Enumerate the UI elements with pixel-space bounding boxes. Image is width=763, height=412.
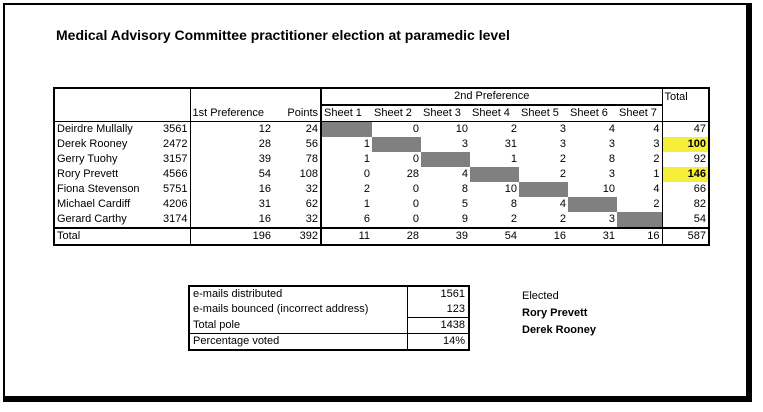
- first-preference-cell: 39: [190, 152, 273, 167]
- candidate-total: 100: [662, 137, 709, 152]
- candidate-total: 92: [662, 152, 709, 167]
- points-cell: 32: [305, 213, 318, 225]
- first-preference-cell: 28: [190, 137, 273, 152]
- candidate-name: Fiona Stevenson: [57, 183, 140, 195]
- stats-label: e-mails bounced (incorrect address): [193, 303, 369, 316]
- first-preference-cell: 12: [190, 122, 273, 138]
- sheet-cell: 4: [653, 123, 660, 135]
- sheet-cell: 0: [412, 213, 419, 225]
- stats-label: Percentage voted: [189, 334, 407, 351]
- sheet-cell: 0: [412, 123, 419, 135]
- sheet-header: Sheet 7: [617, 105, 662, 122]
- points-cell: 56: [305, 138, 318, 150]
- total-cell: 196: [190, 228, 273, 245]
- candidate-id: 3174: [163, 213, 188, 225]
- self-preference-cell: [470, 167, 519, 182]
- candidate-name: Derek Rooney: [57, 138, 128, 150]
- sheet-cell: 3: [608, 138, 615, 150]
- sheet-cell: 3: [559, 138, 566, 150]
- sheet-header: Sheet 4: [470, 105, 519, 122]
- stats-value: 1561: [407, 286, 469, 302]
- total-cell: 587: [662, 228, 709, 245]
- sheet-cell: 8: [461, 183, 468, 195]
- candidate-id: 3561: [163, 123, 188, 135]
- stats-label: Total pole: [193, 318, 241, 331]
- candidate-id: 4206: [163, 198, 188, 210]
- total-cell: 16: [519, 228, 568, 245]
- candidate-name: Michael Cardiff: [57, 198, 131, 210]
- sheet-cell: 2: [559, 168, 566, 180]
- candidate-row: [54, 137, 709, 152]
- total-cell: 28: [372, 228, 421, 245]
- sheet-cell: 31: [504, 138, 517, 150]
- sheet-cell: 8: [608, 153, 615, 165]
- sheet-cell: 2: [559, 213, 566, 225]
- sheet-cell: 1: [321, 152, 372, 167]
- sheet-header: Sheet 5: [519, 105, 568, 122]
- stats-label: e-mails distributed: [193, 288, 283, 300]
- first-preference-header: 1st Preference: [190, 105, 273, 122]
- self-preference-cell: [617, 212, 662, 228]
- sheet-cell: 10: [602, 183, 615, 195]
- total-cell: 54: [470, 228, 519, 245]
- stats-row: [189, 286, 469, 302]
- candidate-row: [54, 182, 709, 197]
- candidate-total: 82: [662, 197, 709, 212]
- candidate-id: 5751: [163, 183, 188, 195]
- candidate-row: [54, 152, 709, 167]
- email-stats-table: [188, 285, 470, 351]
- candidate-row: [54, 212, 709, 228]
- sheet-cell: 4: [653, 183, 660, 195]
- points-cell: 24: [305, 123, 318, 135]
- sheet-cell: 1: [321, 197, 372, 212]
- stats-value: 14%: [407, 334, 469, 351]
- elected-name: Derek Rooney: [522, 324, 596, 336]
- sheet-cell: 5: [461, 198, 468, 210]
- sheet-cell: 4: [559, 198, 566, 210]
- first-preference-cell: 54: [190, 167, 273, 182]
- points-cell: 108: [299, 168, 318, 180]
- sheet-cell: 3: [608, 168, 615, 180]
- elected-block: [522, 288, 596, 339]
- sheet-cell: 9: [461, 213, 468, 225]
- elected-name: Rory Prevett: [522, 307, 588, 319]
- candidate-name: Gerard Carthy: [57, 213, 127, 225]
- sheet-cell: 1: [321, 137, 372, 152]
- points-cell: 32: [305, 183, 318, 195]
- sheet-cell: 2: [510, 213, 517, 225]
- sheet-cell: 2: [653, 198, 660, 210]
- sheet-cell: 0: [321, 167, 372, 182]
- candidate-name: Deirdre Mullally: [57, 123, 133, 135]
- sheet-cell: 10: [504, 183, 517, 195]
- self-preference-cell: [321, 122, 372, 138]
- stats-row: [189, 318, 469, 334]
- sheet-header: Sheet 1: [321, 105, 372, 122]
- sheet-cell: 4: [608, 123, 615, 135]
- sheet-cell: 0: [412, 198, 419, 210]
- sheet-cell: 3: [653, 138, 660, 150]
- candidate-name: Rory Prevett: [57, 168, 119, 180]
- total-header: Total: [662, 88, 709, 105]
- sheet-header: Sheet 3: [421, 105, 470, 122]
- sheet-cell: 3: [559, 123, 566, 135]
- totals-label: Total: [54, 228, 160, 245]
- sheet-cell: 4: [461, 168, 468, 180]
- first-preference-cell: 16: [190, 212, 273, 228]
- self-preference-cell: [372, 137, 421, 152]
- first-preference-cell: 16: [190, 182, 273, 197]
- sheet-cell: 2: [653, 153, 660, 165]
- stats-value: 123: [407, 302, 469, 318]
- sheet-cell: 3: [461, 138, 468, 150]
- totals-row: [54, 228, 709, 245]
- page-title: Medical Advisory Committee practitioner election at paramedic level: [56, 27, 510, 43]
- self-preference-cell: [519, 182, 568, 197]
- total-cell: 31: [568, 228, 617, 245]
- candidate-total: 47: [662, 122, 709, 138]
- elected-label: Elected: [522, 290, 559, 302]
- candidate-row: [54, 197, 709, 212]
- second-preference-header: 2nd Preference: [321, 88, 662, 105]
- sheet-cell: 10: [455, 123, 468, 135]
- candidate-id: 4566: [163, 168, 188, 180]
- sheet-cell: 2: [510, 123, 517, 135]
- sheet-cell: 28: [406, 168, 419, 180]
- sheet-header: Sheet 6: [568, 105, 617, 122]
- total-cell: 11: [321, 228, 372, 245]
- self-preference-cell: [568, 197, 617, 212]
- sheet-cell: 2: [559, 153, 566, 165]
- points-cell: 62: [305, 198, 318, 210]
- sheet-cell: 1: [653, 168, 660, 180]
- sheet-cell: 6: [321, 212, 372, 228]
- first-preference-cell: 31: [190, 197, 273, 212]
- candidate-name: Gerry Tuohy: [57, 153, 118, 165]
- candidate-total: 66: [662, 182, 709, 197]
- results-table: [53, 87, 710, 246]
- self-preference-cell: [421, 152, 470, 167]
- sheet-cell: 1: [510, 153, 517, 165]
- sheet-cell: 3: [608, 213, 615, 225]
- candidate-total: 146: [662, 167, 709, 182]
- sheet-cell: 2: [321, 182, 372, 197]
- candidate-total: 54: [662, 212, 709, 228]
- candidate-row: [54, 167, 709, 182]
- total-cell: 392: [273, 228, 321, 245]
- stats-row: [189, 334, 469, 351]
- points-cell: 78: [305, 153, 318, 165]
- candidate-id: 3157: [163, 153, 188, 165]
- sheet-header: Sheet 2: [372, 105, 421, 122]
- total-cell: 16: [617, 228, 662, 245]
- points-header: Points: [273, 105, 321, 122]
- candidate-id: 2472: [163, 138, 188, 150]
- stats-row: [189, 302, 469, 318]
- sheet-cell: 8: [510, 198, 517, 210]
- candidate-row: [54, 122, 709, 138]
- total-cell: 39: [421, 228, 470, 245]
- sheet-cell: 0: [412, 153, 419, 165]
- stats-value: 1438: [407, 318, 469, 334]
- sheet-cell: 0: [412, 183, 419, 195]
